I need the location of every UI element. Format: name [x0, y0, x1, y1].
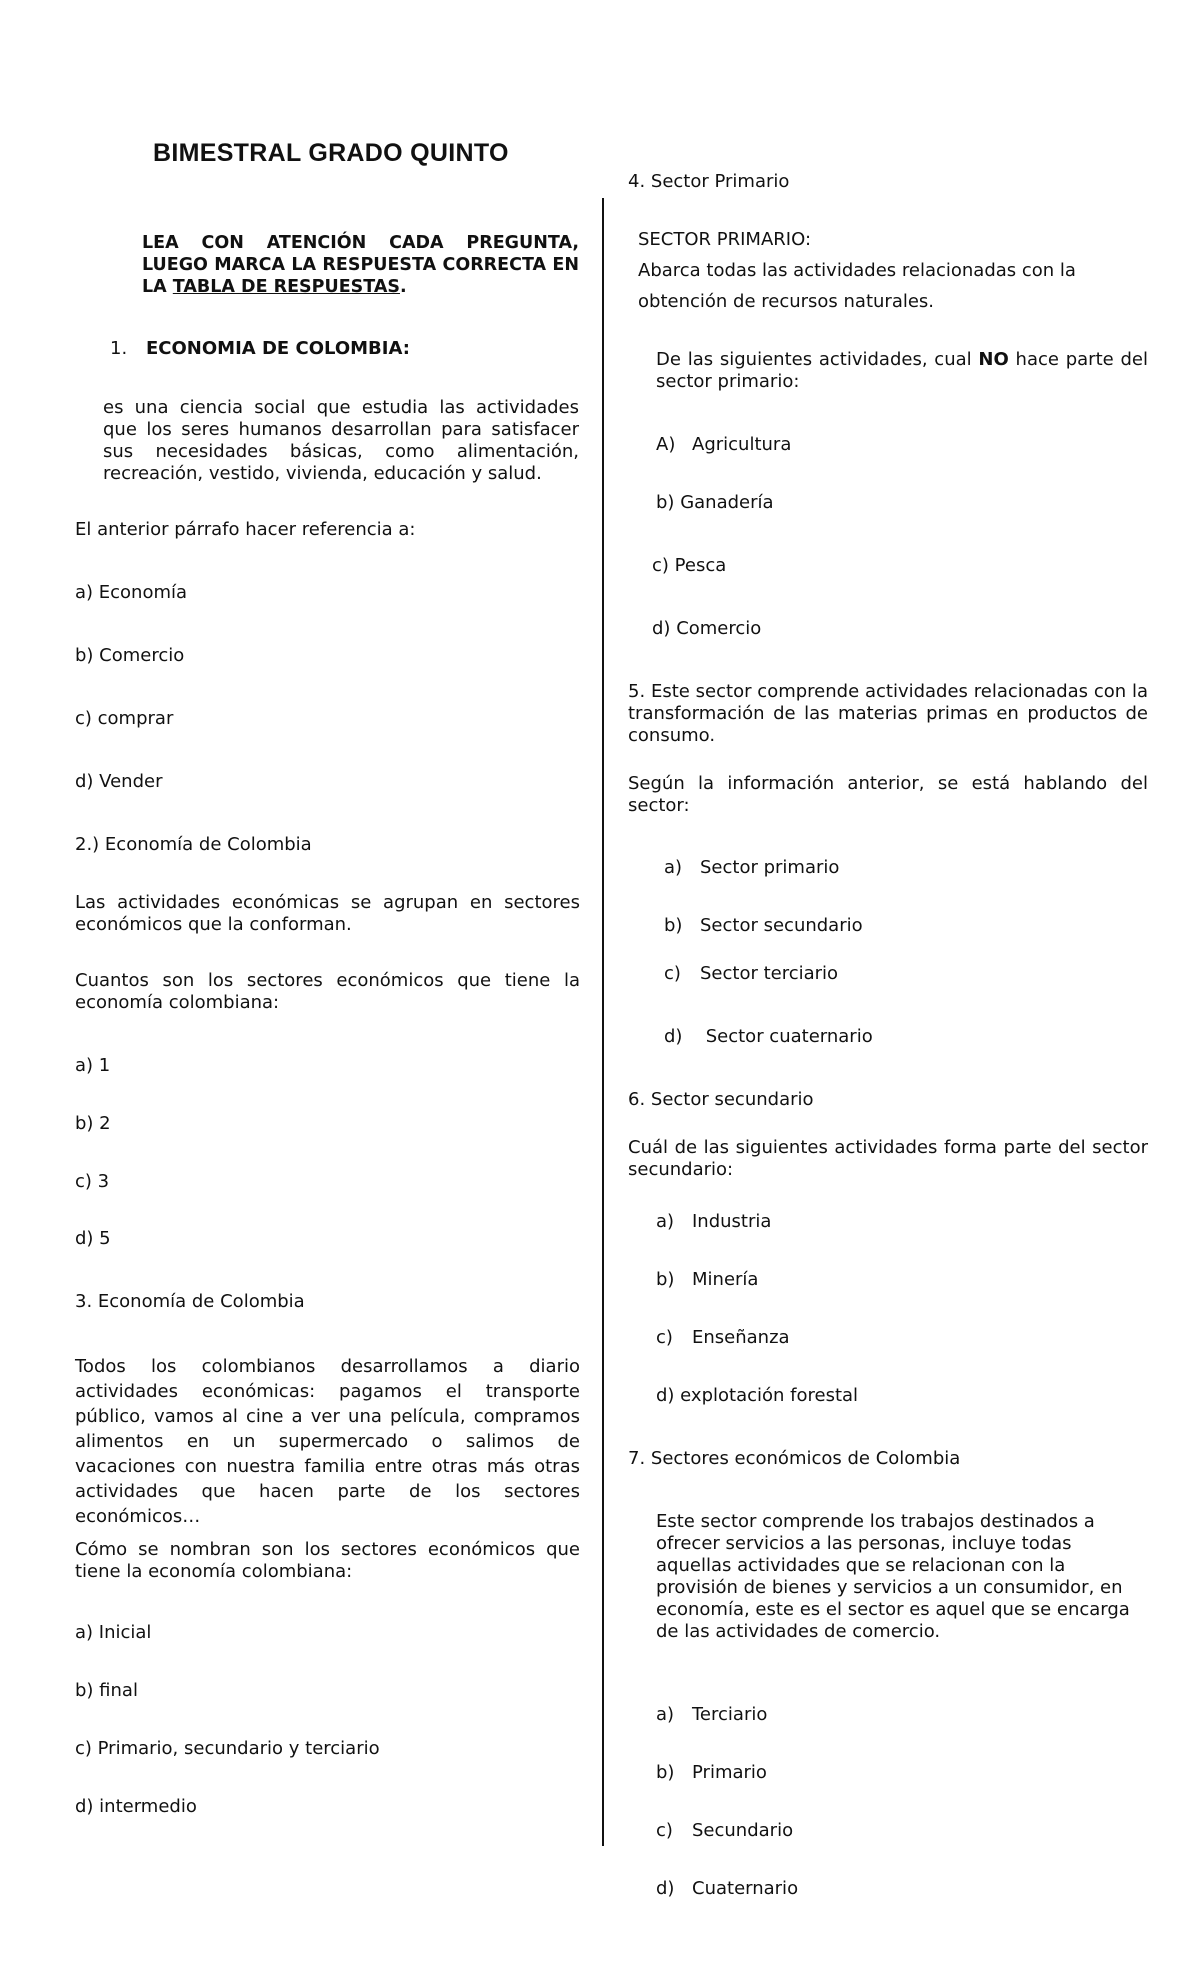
option-label: A) [656, 434, 676, 455]
option-label: c) [656, 1327, 673, 1348]
option-text: Primario [692, 1762, 767, 1783]
q1-option-c[interactable]: c) comprar [75, 708, 174, 729]
q6-option-b[interactable] [656, 1269, 758, 1291]
q6-option-d[interactable]: d) explotación forestal [656, 1385, 859, 1406]
q5-option-b[interactable] [664, 915, 863, 937]
option-text: Ganadería [680, 492, 774, 513]
q3-option-c[interactable]: c) Primario, secundario y terciario [75, 1738, 380, 1759]
q7-option-a[interactable] [656, 1704, 767, 1726]
option-text: Agricultura [692, 434, 792, 455]
option-label: d) [652, 618, 671, 639]
option-text: Sector secundario [700, 915, 863, 936]
q7-option-c[interactable] [656, 1820, 793, 1842]
q3-paragraph: Todos los colombianos desarrollamos a diario actividades económicas: pagamos el transporte público, vamos al cine a ver una película, compramos alimentos en un supermercado o salimos de vacaciones con nuestra familia entre otras más otras actividades que hacen parte de los sectores económicos… [75, 1356, 580, 1527]
q3-question: Cómo se nombran son los sectores económicos que tiene la economía colombiana: [75, 1539, 580, 1582]
q6-option-a[interactable] [656, 1211, 771, 1233]
column-divider [602, 198, 604, 1846]
q7-option-b[interactable] [656, 1762, 767, 1784]
q3-heading: 3. Economía de Colombia [75, 1291, 305, 1312]
answer-table-reference: TABLA DE RESPUESTAS [172, 277, 400, 297]
q5-paragraph: 5. Este sector comprende actividades relacionadas con la transformación de las materias primas en productos de consumo. [628, 681, 1148, 746]
q5-option-a[interactable] [664, 857, 839, 879]
q1-paragraph: es una ciencia social que estudia las actividades que los seres humanos desarrollan para satisfacer sus necesidades básicas, como alimentación, recreación, vestido, vivienda, educación y salud. [103, 397, 579, 484]
q2-option-a[interactable]: a) 1 [75, 1055, 111, 1076]
q1-option-d[interactable]: d) Vender [75, 771, 163, 792]
option-label: d) [664, 1026, 683, 1047]
option-label: b) [656, 1269, 675, 1290]
q1-option-b[interactable]: b) Comercio [75, 645, 185, 666]
q2-option-d[interactable]: d) 5 [75, 1228, 111, 1249]
q1-question: El anterior párrafo hacer referencia a: [75, 519, 416, 540]
q4-definition-line1: Abarca todas las actividades relacionadas con la [638, 260, 1076, 281]
option-text: Sector cuaternario [700, 1026, 873, 1047]
q2-option-b[interactable]: b) 2 [75, 1113, 111, 1134]
option-label: b) [656, 1762, 675, 1783]
q3-option-d[interactable]: d) intermedio [75, 1796, 197, 1817]
q7-heading: 7. Sectores económicos de Colombia [628, 1448, 961, 1469]
option-label: c) [652, 555, 669, 576]
q4-definition-title: SECTOR PRIMARIO: [638, 229, 812, 250]
q2-option-c[interactable]: c) 3 [75, 1171, 110, 1192]
q4-question-pre: De las siguientes actividades, cual [656, 349, 979, 370]
q4-question-post: hace parte del sector primario: [656, 349, 1148, 392]
q5-question: Según la información anterior, se está hablando del sector: [628, 773, 1148, 816]
option-text: Enseñanza [692, 1327, 790, 1348]
q4-question [656, 349, 1148, 393]
option-text: Sector primario [700, 857, 840, 878]
q2-question: Cuantos son los sectores económicos que tiene la economía colombiana: [75, 970, 580, 1013]
option-label: a) [656, 1211, 675, 1232]
option-text: Secundario [692, 1820, 794, 1841]
q4-option-d[interactable] [652, 618, 761, 640]
q4-option-b[interactable] [656, 492, 774, 514]
q5-option-d[interactable] [664, 1026, 873, 1048]
q2-paragraph: Las actividades económicas se agrupan en sectores económicos que la conforman. [75, 892, 580, 935]
q7-option-d[interactable] [656, 1878, 798, 1900]
option-label: b) [656, 492, 675, 513]
q4-question-emphasis: NO [978, 349, 1009, 370]
option-text: Minería [692, 1269, 759, 1290]
option-text: Sector terciario [700, 963, 839, 984]
q1-option-a[interactable]: a) Economía [75, 582, 188, 603]
option-text: Pesca [674, 555, 727, 576]
q3-option-a[interactable]: a) Inicial [75, 1622, 152, 1643]
option-label: a) [656, 1704, 675, 1725]
q7-paragraph: Este sector comprende los trabajos destinados a ofrecer servicios a las personas, incluye todas aquellas actividades que se relacionan con la provisión de bienes y servicios a un consumidor, en economía, este es el sector es aquel que se encarga de las actividades de comercio. [656, 1511, 1130, 1642]
q1-number: 1. [110, 338, 128, 359]
q6-question: Cuál de las siguientes actividades forma parte del sector secundario: [628, 1137, 1148, 1180]
option-label: a) [664, 857, 683, 878]
q2-heading: 2.) Economía de Colombia [75, 834, 312, 855]
q4-definition-line2: obtención de recursos naturales. [638, 291, 935, 312]
q6-option-c[interactable] [656, 1327, 790, 1349]
option-text: Cuaternario [692, 1878, 799, 1899]
option-text: Terciario [692, 1704, 768, 1725]
q4-option-a[interactable] [656, 434, 791, 456]
option-label: c) [664, 963, 681, 984]
option-text: Industria [692, 1211, 772, 1232]
q5-option-c[interactable] [664, 963, 838, 985]
instructions-end: . [399, 277, 407, 297]
option-label: b) [664, 915, 683, 936]
page-title: BIMESTRAL GRADO QUINTO [153, 139, 509, 167]
q4-option-c[interactable] [652, 555, 726, 577]
q3-option-b[interactable]: b) final [75, 1680, 138, 1701]
instructions [142, 232, 579, 298]
q6-heading: 6. Sector secundario [628, 1089, 814, 1110]
q4-heading: 4. Sector Primario [628, 171, 790, 192]
option-text: Comercio [676, 618, 762, 639]
q1-heading: ECONOMIA DE COLOMBIA: [146, 338, 410, 359]
option-label: c) [656, 1820, 673, 1841]
instructions-text: LEA CON ATENCIÓN CADA PREGUNTA, LUEGO MARCA LA RESPUESTA CORRECTA EN LA [142, 233, 579, 297]
option-label: d) [656, 1878, 675, 1899]
